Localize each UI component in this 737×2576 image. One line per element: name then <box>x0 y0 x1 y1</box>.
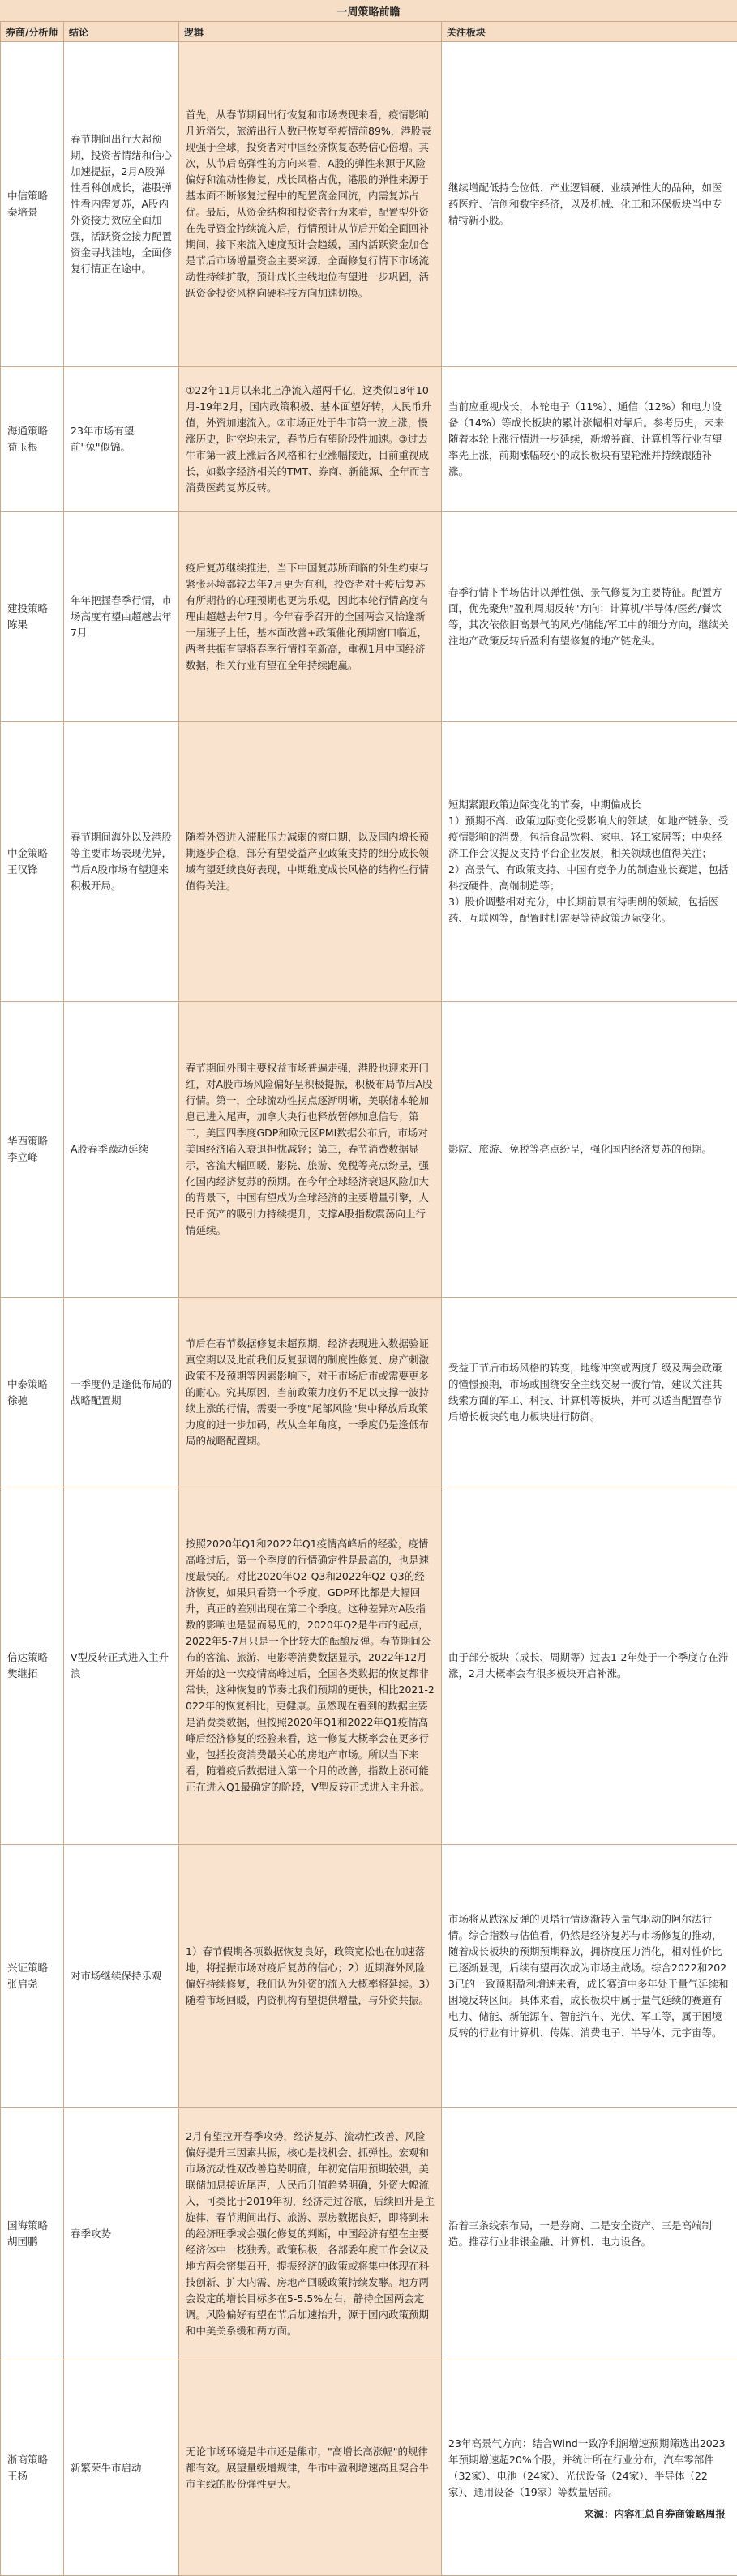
logic-cell: 按照2020年Q1和2022年Q1疫情高峰后的经验，疫情高峰过后，第一个季度的行情确定性是最高的，也是速度最快的。对比2020年Q2-Q3和2022年Q2-Q3的经济恢复，如果只看第一个季度，GDP环比都是大幅回升，真正的差别出现在第二个季度。这种差异对A股指数的影响也是显而易见的，2020年Q2是牛市的起点，2022年5-7月只是一个比较大的酝酿反弹。春节期间公布的客流、旅游、电影等消费数据显示，2022年12月开始的这一次疫情高峰过后，全国各类数据的恢复都非常快，这种恢复的节奏比我们预期的更快，相比2021-2022年的恢复相比，更健康。虽然现在看到的数据主要是消费类数据，但按照2020年Q1和2022年Q1疫情高峰后经济修复的经验来看，这一修复大概率会在更多行业，包括投资消费最关心的房地产市场。所以当下来看，随着疫后数据进入第一个月的改善，指数上涨可能正在进入Q1最确定的阶段，V型反转正式进入主升浪。 <box>179 1487 442 1845</box>
firm-cell <box>1 1298 64 1487</box>
firm-name: 国海策略 <box>7 2218 57 2234</box>
header-logic: 逻辑 <box>179 22 442 42</box>
table-row <box>1 42 737 367</box>
focus-cell: 短期紧跟政策边际变化的节奏，中期偏成长 1）预期不高、政策边际变化受影响大的领域，如地产链条、受疫情影响的消费，包括食品饮料、家电、轻工家居等；中央经济工作会议提及支持平台企业发展，相关领域也值得关注； 2）高景气、有政策支持、中国有竞争力的制造业长赛道，包括科技硬件、高端制造等； 3）股价调整相对充分，中长期前景有待明朗的领域，包括医药、互联网等，配置时机需要等待政策边际变化。 <box>442 722 737 1002</box>
firm-cell <box>1 367 64 512</box>
analyst-name: 张启尧 <box>7 1976 57 1992</box>
focus-cell: 春季行情下半场估计以弹性强、景气修复为主要特征。配置方面，优先聚焦"盈利周期反转"方向：计算机/半导体/医药/餐饮等，其次依依旧高景气的风光/储能/军工中的细分方向，继续关注地产政策反转后盈利有望修复的地产链龙头。 <box>442 512 737 722</box>
focus-cell: 受益于节后市场风格的转变，地缘冲突或两度升级及两会政策的憧憬预期，市场或围绕安全主线交易一波行情，建议关注其线索方面的军工、科技、计算机等板块，并可以适当配置春节后增长板块的电力板块进行防御。 <box>442 1298 737 1487</box>
header-firm: 券商/分析师 <box>1 22 64 42</box>
focus-cell: 23年高景气方向：结合Wind一致净利润增速预期筛选出2023年预期增速超20%个股，并统计所在行业分布，汽车零部件（32家）、电池（24家）、光伏设备（24家）、半导体（22家）、通用设备（19家）等数量居前。 <box>442 2360 737 2576</box>
logic-cell: 2月有望拉开春季攻势，经济复苏、流动性改善、风险偏好提升三因素共振，核心是找机会、抓弹性。宏观和市场流动性双改善趋势明确，年初宽信用预期较强，美联储加息接近尾声，人民币升值趋势明确，外资大幅流入，可类比于2019年初，经济走过谷底，后续回升是主旋律，春节期间出行、旅游、票房数据良好，即将到来的经济旺季或会强化修复的判断，中国经济有望在主要经济体中一枝独秀。政策积极，各部委年度工作会议及地方两会密集召开，提振经济的政策或将集中体现在科技创新、扩大内需、房地产回暖政策持续发酵。地方两会设定的增长目标多在5-5.5%左右，静待全国两会定调。风险偏好有望在节后加速抬升，源于国内政策预期和中美关系缓和两方面。 <box>179 2108 442 2360</box>
analyst-name: 王杨 <box>7 2468 57 2484</box>
firm-name: 中泰策略 <box>7 1376 57 1393</box>
analyst-name: 陈果 <box>7 617 57 633</box>
logic-cell: 春节期间外围主要权益市场普遍走强，港股也迎来开门红，对A股市场风险偏好呈积极提振，积极布局节后A股行情。第一，全球流动性拐点逐渐明晰，美联储本轮加息已进入尾声，加拿大央行也释放暂停加息信号；第二，美国四季度GDP和欧元区PMI数据公布后，市场对美国经济陷入衰退担忧减轻；第三，春节消费数据显示，客流大幅回暖，影院、旅游、免税等亮点纷呈，强化国内经济复苏的预期。在今年全球经济衰退风险加大的背景下，中国有望成为全球经济的主要增量引擎，人民币资产的吸引力持续提升，支撑A股指数震荡向上行情延续。 <box>179 1002 442 1298</box>
conclusion-cell: 对市场继续保持乐观 <box>64 1845 179 2108</box>
logic-cell: 首先，从春节期间出行恢复和市场表现来看，疫情影响几近消失，旅游出行人数已恢复至疫情前89%，港股表现强于全球，投资者对中国经济恢复态势信心倍增。其次，从节后高弹性的方向来看，A股的弹性来源于风险偏好和流动性修复，成长风格占优，港股的弹性来源于基本面不断修复过程中的配置资金回流，内需复苏占优。最后，从资金结构和投资者行为来看，配置型外资在先导资金持续流入后，行情预计从节后开始全面回补期间，接下来流入速度预计会趋缓，国内活跃资金加仓是节后市场增量资金主要来源，全面修复行情下市场流动性持续扩散，预计成长主线地位有望进一步巩固，活跃资金投资风格向硬科技方向加速切换。 <box>179 42 442 367</box>
header-focus: 关注板块 <box>442 22 737 42</box>
analyst-name: 徐驰 <box>7 1393 57 1409</box>
focus-cell: 继续增配低持仓位低、产业逻辑硬、业绩弹性大的品种，如医药医疗、信创和数字经济，以及机械、化工和环保板块当中专精特新小股。 <box>442 42 737 367</box>
table-row <box>1 2360 737 2576</box>
firm-cell <box>1 42 64 367</box>
table-row <box>1 2108 737 2360</box>
firm-name: 海通策略 <box>7 423 57 439</box>
analyst-name: 荀玉根 <box>7 439 57 456</box>
analyst-name: 王汉锋 <box>7 862 57 878</box>
logic-cell: 疫后复苏继续推进，当下中国复苏所面临的外生约束与紧张环境都较去年7月更为有利，投资者对于疫后复苏有所期待的心理预期也更为乐观，因此本轮行情高度有理由超越去年7月。今年春季召开的全国两会又恰逢新一届班子上任，基本面改善+政策催化预期窗口临近，两者共振有望将春季行情推至新高，重视1月中国经济数据，相关行业有望在全年持续跑赢。 <box>179 512 442 722</box>
conclusion-cell: 23年市场有望前"兔"似锦。 <box>64 367 179 512</box>
firm-cell <box>1 1002 64 1298</box>
source-note: 来源：内容汇总自券商策略周报 <box>584 2506 726 2521</box>
firm-cell <box>1 2360 64 2576</box>
table-row <box>1 1002 737 1298</box>
table-row <box>1 1845 737 2108</box>
conclusion-cell: 新繁荣牛市启动 <box>64 2360 179 2576</box>
analyst-name: 李立峰 <box>7 1149 57 1166</box>
conclusion-cell: 春节期间出行大超预期，投资者情绪和信心加速提振，2月A股弹性看科创成长，港股弹性看内需复苏，A股内外资接力效应全面加强，活跃资金接力配置资金寻找洼地，全面修复行情正在途中。 <box>64 42 179 367</box>
focus-cell: 由于部分板块（成长、周期等）过去1-2年处于一个季度存在滞涨，2月大概率会有很多板块开启补涨。 <box>442 1487 737 1845</box>
firm-cell <box>1 2108 64 2360</box>
table-title: 一周策略前瞻 <box>0 0 737 22</box>
header-conclusion: 结论 <box>64 22 179 42</box>
firm-cell <box>1 722 64 1002</box>
conclusion-cell: 春季攻势 <box>64 2108 179 2360</box>
table-row <box>1 1298 737 1487</box>
conclusion-cell: V型反转正式进入主升浪 <box>64 1487 179 1845</box>
firm-name: 兴证策略 <box>7 1960 57 1976</box>
firm-name: 华西策略 <box>7 1133 57 1149</box>
firm-cell <box>1 1487 64 1845</box>
analyst-name: 樊继拓 <box>7 1666 57 1682</box>
logic-cell: ①22年11月以来北上净流入超两千亿，这类似18年10月-19年2月，国内政策积极、基本面望好转，人民币升值，外资加速流入。②市场正处于牛市第一波上涨，慢涨历史，时空均未完，春节后有望阶段性加速。③过去牛市第一波上涨后各风格和行业涨幅接近，目前重视成长，如数字经济相关的TMT、券商、新能源、全年而言消费医药复苏反转。 <box>179 367 442 512</box>
logic-cell: 无论市场环境是牛市还是熊市，"高增长高涨幅"的规律都有效。展望量级增规律，牛市中盈利增速高且契合牛市主线的股份弹性更大。 <box>179 2360 442 2576</box>
logic-cell: 节后在春节数据修复未超预期，经济表现进入数据验证真空期以及此前我们反复强调的制度性修复、房产刺激政策不及预期等因素影响下，对于市场后市或需要更多的耐心。究其原因，当前政策力度仍不足以支撑一波持续上涨的行情，需要一季度"尾部风险"集中释放后政策力度的进一步加码，故从全年角度，一季度仍是逢低布局的战略配置期。 <box>179 1298 442 1487</box>
table-row <box>1 512 737 722</box>
analyst-name: 秦培景 <box>7 204 57 220</box>
firm-name: 浙商策略 <box>7 2452 57 2468</box>
strategy-table <box>0 21 737 2576</box>
focus-cell: 沿着三条线索布局，一是券商、二是安全资产、三是高端制造。推荐行业非银金融、计算机、电力设备。 <box>442 2108 737 2360</box>
table-header-row <box>1 22 737 42</box>
focus-cell: 影院、旅游、免税等亮点纷呈，强化国内经济复苏的预期。 <box>442 1002 737 1298</box>
firm-cell <box>1 1845 64 2108</box>
table-row <box>1 367 737 512</box>
conclusion-cell: A股春季躁动延续 <box>64 1002 179 1298</box>
conclusion-cell: 春节期间海外以及港股等主要市场表现优异，节后A股市场有望迎来积极开局。 <box>64 722 179 1002</box>
firm-name: 信达策略 <box>7 1650 57 1666</box>
table-row <box>1 1487 737 1845</box>
table-row <box>1 722 737 1002</box>
focus-cell: 当前应重视成长，本轮电子（11%）、通信（12%）和电力设备（14%）等成长板块的累计涨幅相对靠后。参考历史，未来随着本轮上涨行情进一步延续，新增券商、计算机等行业有望率先上涨，前期涨幅较小的成长板块有望轮涨并持续跟随补涨。 <box>442 367 737 512</box>
logic-cell: 1）春节假期各项数据恢复良好，政策宽松也在加速落地，将提振市场对疫后复苏的信心；2）近期海外风险偏好持续修复，我们认为外资的流入大概率将延续。3）随着市场回暖，内资机构有望提供增量，与外资共振。 <box>179 1845 442 2108</box>
table-body <box>1 42 737 2576</box>
conclusion-cell: 年年把握春季行情，市场高度有望由超越去年7月 <box>64 512 179 722</box>
conclusion-cell: 一季度仍是逢低布局的战略配置期 <box>64 1298 179 1487</box>
firm-name: 中信策略 <box>7 188 57 204</box>
firm-name: 建投策略 <box>7 601 57 617</box>
focus-cell: 市场将从跌深反弹的贝塔行情逐渐转入量气驱动的阿尔法行情。综合指数与估值看，仍然是经济复苏与市场修复的推动，随着成长板块的预期预期释放，拥挤度压力消化，相对性价比已逐渐显现，后续有望再次成为市场主战场。综合2022和2023已的一致预期盈利增速来看，成长赛道中多年处于量气延续和困境反转区间。具体来看，成长板块中属于量气延续的赛道有电力、储能、新能源车、智能汽车、光伏、军工等，属于困境反转的行业有计算机、传媒、消费电子、半导体、元宇宙等。 <box>442 1845 737 2108</box>
analyst-name: 胡国鹏 <box>7 2234 57 2250</box>
firm-name: 中金策略 <box>7 845 57 862</box>
firm-cell <box>1 512 64 722</box>
logic-cell: 随着外资进入滞胀压力减弱的窗口期，以及国内增长预期逐步企稳，部分有望受益产业政策支持的细分成长领域有望延续良好表现，中期维度成长风格的结构性行情值得关注。 <box>179 722 442 1002</box>
